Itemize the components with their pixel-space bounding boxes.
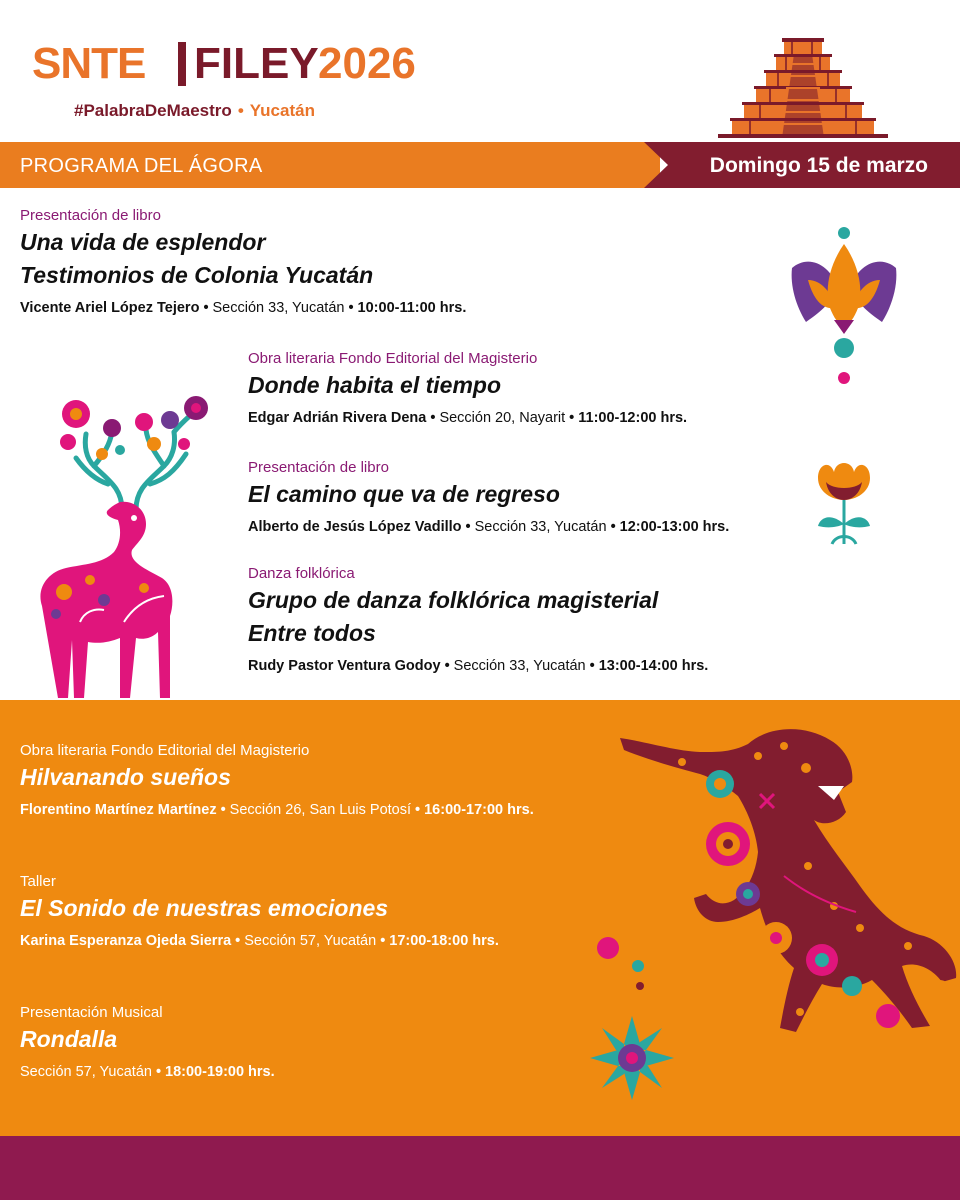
hashtag: #PalabraDeMaestro: [74, 101, 232, 120]
decorative-dots: [594, 932, 654, 992]
bullet: •: [589, 658, 595, 674]
event-author: Edgar Adrián Rivera Dena: [248, 410, 427, 426]
logo-divider: [178, 42, 186, 86]
event-category: Presentación de libro: [20, 207, 161, 224]
event-category: Obra literaria Fondo Editorial del Magisterio: [248, 350, 538, 367]
event-author: Florentino Martínez Martínez: [20, 802, 217, 818]
logo-snte: SNTE: [32, 39, 146, 88]
event-section: Sección 33, Yucatán: [212, 300, 345, 316]
event-6: [20, 872, 499, 952]
bullet: •: [415, 802, 421, 818]
event-category: Taller: [20, 873, 56, 890]
event-section: Sección 33, Yucatán: [453, 658, 586, 674]
event-title-line2: Testimonios de Colonia Yucatán: [20, 262, 374, 288]
small-flower-icon: [812, 456, 876, 548]
event-section: Sección 33, Yucatán: [474, 519, 607, 535]
event-title: Donde habita el tiempo: [248, 372, 502, 398]
logo-filey: FILEY: [194, 39, 319, 88]
bullet: •: [220, 802, 226, 818]
pyramid-icon: [712, 34, 894, 144]
event-7: [20, 1003, 275, 1083]
filey-logo: [32, 34, 416, 94]
event-time: 13:00-14:00 hrs.: [598, 658, 709, 674]
event-author: Vicente Ariel López Tejero: [20, 300, 200, 316]
event-author: Alberto de Jesús López Vadillo: [248, 519, 462, 535]
bullet: •: [203, 300, 209, 316]
tulip-flower-icon: [788, 224, 900, 388]
bullet: •: [380, 933, 386, 949]
event-category: Obra literaria Fondo Editorial del Magisterio: [20, 742, 310, 759]
event-title: Rondalla: [20, 1026, 118, 1052]
event-meta: [248, 655, 708, 677]
event-5: [20, 741, 534, 821]
event-time: 10:00-11:00 hrs.: [357, 300, 467, 316]
bullet: •: [444, 658, 450, 674]
footer-band: [0, 1136, 960, 1200]
event-3: [248, 458, 729, 538]
bullet: •: [348, 300, 354, 316]
event-time: 17:00-18:00 hrs.: [389, 933, 499, 949]
event-time: 12:00-13:00 hrs.: [619, 519, 730, 535]
star-flower-icon: [588, 1014, 676, 1102]
event-section: Sección 26, San Luis Potosí: [229, 802, 412, 818]
event-title: Una vida de esplendor: [20, 229, 266, 255]
hashtag-place: Yucatán: [249, 101, 315, 120]
event-meta: [20, 799, 534, 821]
bullet: •: [569, 410, 575, 426]
event-meta: [20, 1061, 275, 1083]
bullet: •: [430, 410, 436, 426]
banner-date: Domingo 15 de marzo: [709, 154, 928, 177]
event-1: [20, 206, 466, 319]
event-author: Rudy Pastor Ventura Godoy: [248, 658, 441, 674]
hashtag-line: [74, 100, 315, 122]
bullet: •: [610, 519, 616, 535]
deer-illustration: [24, 392, 210, 702]
event-category: Presentación Musical: [20, 1004, 163, 1021]
logo-year: 2026: [318, 39, 416, 88]
event-title: Grupo de danza folklórica magisterial: [248, 587, 659, 613]
event-author: Karina Esperanza Ojeda Sierra: [20, 933, 232, 949]
event-meta: [248, 407, 687, 429]
event-section: Sección 57, Yucatán: [244, 933, 377, 949]
banner-title: PROGRAMA DEL ÁGORA: [20, 155, 263, 177]
event-category: Danza folklórica: [248, 565, 355, 582]
event-time: 16:00-17:00 hrs.: [424, 802, 534, 818]
event-category: Presentación de libro: [248, 459, 389, 476]
event-title: El Sonido de nuestras emociones: [20, 895, 389, 921]
event-section: Sección 20, Nayarit: [439, 410, 566, 426]
hashtag-separator: •: [237, 101, 244, 120]
event-meta: [20, 930, 499, 952]
event-time: 18:00-19:00 hrs.: [165, 1064, 275, 1080]
event-section: Sección 57, Yucatán: [20, 1064, 152, 1080]
event-meta: [248, 516, 729, 538]
event-4: [248, 564, 708, 677]
event-title: Hilvanando sueños: [20, 764, 231, 790]
event-2: [248, 349, 687, 429]
bullet: •: [155, 1064, 162, 1080]
program-banner: [0, 142, 960, 188]
event-time: 11:00-12:00 hrs.: [578, 410, 688, 426]
bullet: •: [235, 933, 241, 949]
event-meta: [20, 297, 466, 319]
event-title: El camino que va de regreso: [248, 481, 560, 507]
bullet: •: [465, 519, 471, 535]
event-title-line2: Entre todos: [248, 620, 376, 646]
